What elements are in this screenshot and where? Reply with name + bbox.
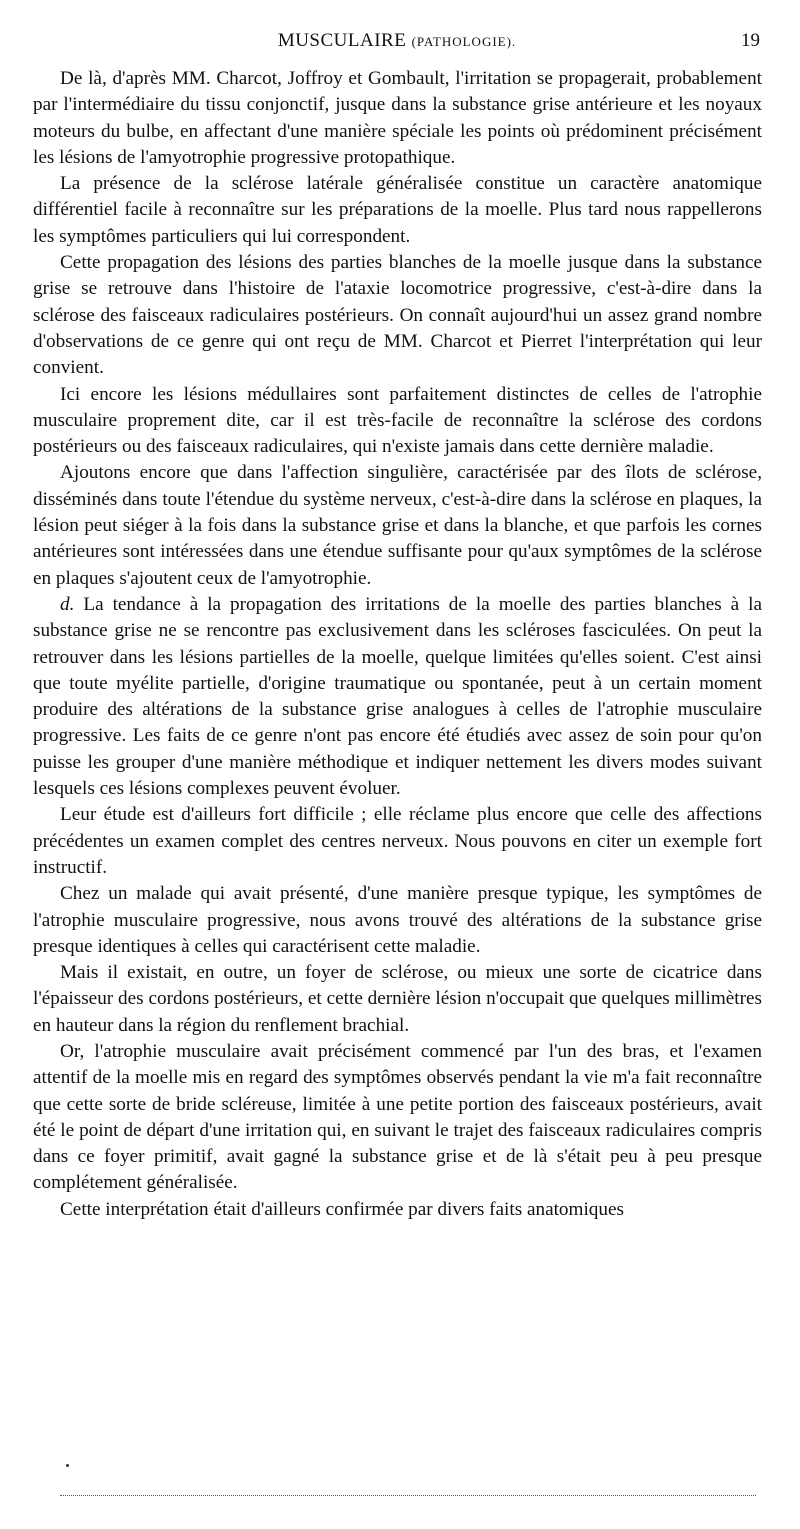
paragraph	[33, 960, 762, 1039]
paragraph-text: La présence de la sclérose latérale généralisée constitue un caractère anatomique différentiel facile à reconnaître sur les préparations de la moelle. Plus tard nous rappellerons les symptômes particuliers qui lui correspondent.	[33, 173, 762, 247]
paragraph-text: Chez un malade qui avait présenté, d'une manière presque typique, les symptômes de l'atrophie musculaire progressive, nous avons trouvé des altérations de la substance grise presque identiques à celles qui caractérisent cette maladie.	[33, 883, 762, 957]
running-head-subtitle: (PATHOLOGIE).	[411, 34, 517, 49]
paragraph	[33, 1197, 762, 1223]
page-number: 19	[741, 30, 760, 51]
paragraph	[33, 802, 762, 881]
paragraph	[33, 66, 762, 171]
section-label: d.	[60, 593, 75, 615]
paragraph	[33, 171, 762, 250]
paragraph	[33, 460, 762, 591]
ink-speck	[66, 1464, 69, 1467]
running-head	[32, 30, 762, 52]
paragraph	[33, 250, 762, 381]
paragraph-text: Cette interprétation était d'ailleurs confirmée par divers faits anatomiques	[60, 1198, 624, 1220]
paragraph-text: Mais il existait, en outre, un foyer de sclérose, ou mieux une sorte de cicatrice dans l'épaisseur des cordons postérieurs, et cette dernière lésion n'occupait que quelques millimètres en hauteur dans la région du renflement brachial.	[33, 962, 762, 1036]
paragraph-text: La tendance à la propagation des irritations de la moelle des parties blanches à la substance grise ne se rencontre pas exclusivement dans les scléroses fasciculées. On peut la retrouver dans les lésions partielles de la moelle, quelque limitées qu'elles soient. C'est ainsi que toute myélite partielle, d'origine traumatique ou spontanée, peut à un certain moment produire des altérations de la substance grise analogues à celles de l'atrophie musculaire progressive. Les faits de ce genre n'ont pas encore été étudiés avec assez de soin pour qu'on puisse les grouper d'une manière méthodique et indiquer nettement les divers modes suivant lesquels ces lésions complexes peuvent évoluer.	[33, 593, 763, 800]
running-head-title: MUSCULAIRE	[277, 30, 407, 51]
page-header	[32, 30, 762, 58]
body-text	[33, 66, 762, 1223]
paragraph	[33, 382, 762, 461]
paragraph-text: Ici encore les lésions médullaires sont parfaitement distinctes de celles de l'atrophie musculaire proprement dite, car il est très-facile de reconnaître la sclérose des cordons postérieurs ou des faisceaux radiculaires, qui n'existe jamais dans cette dernière maladie.	[33, 383, 762, 458]
footer-dotted-rule	[60, 1495, 756, 1496]
paragraph	[33, 1039, 762, 1197]
paragraph	[33, 592, 762, 802]
paragraph-text: Ajoutons encore que dans l'affection singulière, caractérisée par des îlots de sclérose, disséminés dans toute l'étendue du système nerveux, c'est-à-dire dans la sclérose en plaques, la lésion peut siéger à la fois dans la substance grise et dans la blanche, et que parfois les cornes antérieures sont intéressées dans une étendue suffisante pour qu'aux symptômes de la sclérose en plaques s'ajoutent ceux de l'amyotrophie.	[33, 462, 762, 589]
paragraph-text: Leur étude est d'ailleurs fort difficile ; elle réclame plus encore que celle des affections précédentes un examen complet des centres nerveux. Nous pouvons en citer un exemple fort instructif.	[33, 804, 762, 878]
paragraph-text: Cette propagation des lésions des parties blanches de la moelle jusque dans la substance grise se retrouve dans l'histoire de l'ataxie locomotrice progressive, c'est-à-dire dans la sclérose des faisceaux radiculaires postérieurs. On connaît aujourd'hui un assez grand nombre d'observations de ce genre qui ont reçu de MM. Charcot et Pierret l'interprétation qui leur convient.	[33, 252, 762, 379]
paragraph-text: De là, d'après MM. Charcot, Joffroy et Gombault, l'irritation se propagerait, probablement par l'intermédiaire du tissu conjonctif, jusque dans la substance grise antérieure et les noyaux moteurs du bulbe, en affectant d'une manière spéciale les points où prédominent précisément les lésions de l'amyotrophie progressive protopathique.	[33, 68, 762, 168]
paragraph-text: Or, l'atrophie musculaire avait précisément commencé par l'un des bras, et l'examen attentif de la moelle mis en regard des symptômes observés pendant la vie m'a fait reconnaître que cette sorte de bride scléreuse, limitée à une petite portion des faisceaux postérieurs, avait été le point de départ d'une irritation qui, en suivant le trajet des faisceaux radiculaires compris dans ce foyer primitif, avait gagné la substance grise et de là s'était peu à peu presque complétement généralisée.	[33, 1040, 762, 1194]
paragraph	[33, 881, 762, 960]
